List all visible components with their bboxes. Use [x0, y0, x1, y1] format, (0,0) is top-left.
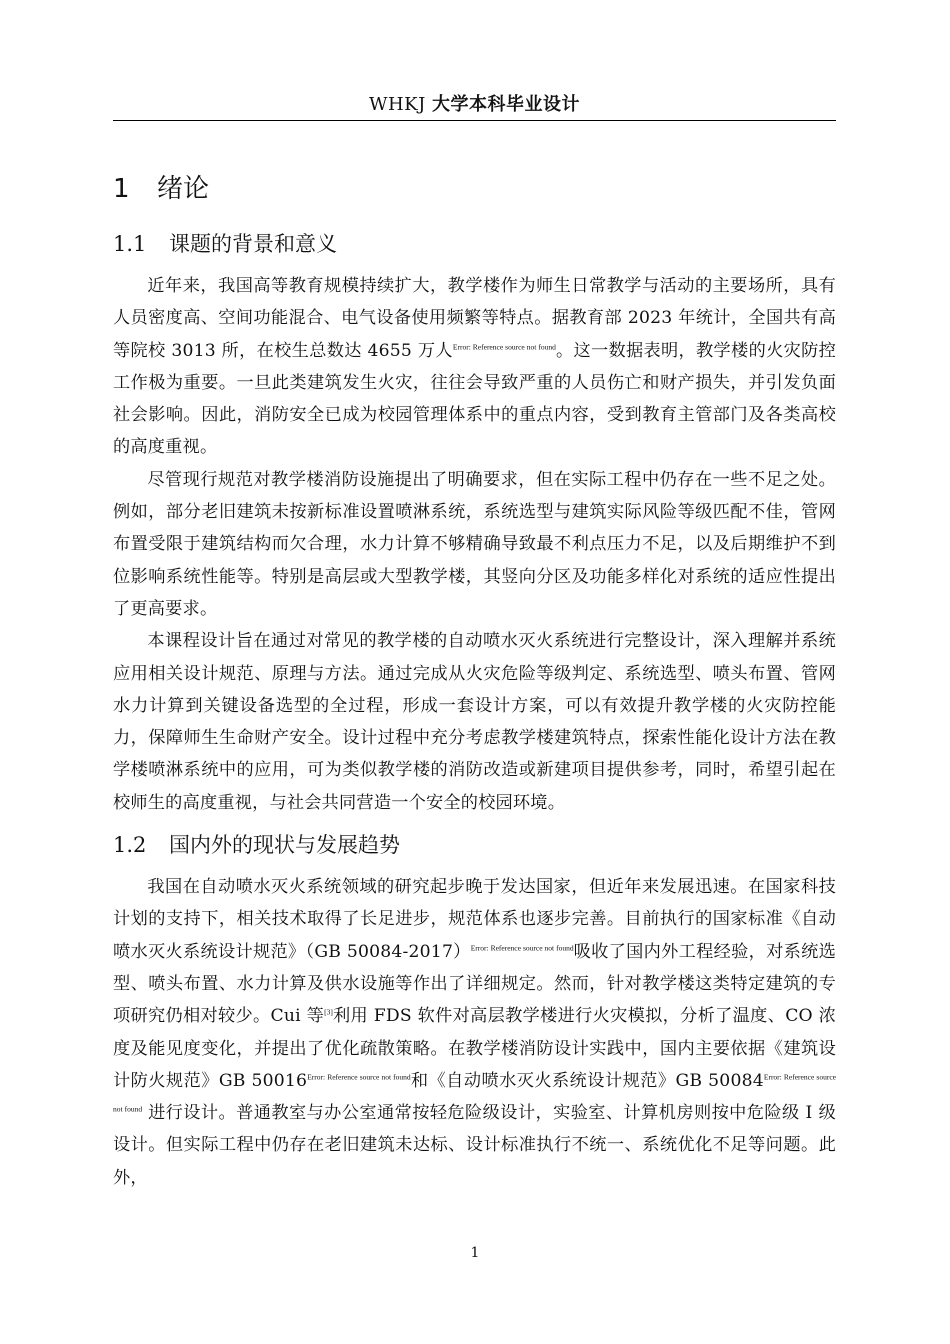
citation-marker: [3] — [324, 1007, 333, 1017]
running-header — [113, 94, 836, 121]
text-run: 近年来，我国高等教育规模持续扩大，教学楼作为师生日常教学与活动的主要场所，具有人员密度高、空间功能混合、电气设备使用频繁等特点。据教育部 2023 年统计，全国共有高等院校 3013 所，在校生总数达 4655 万人 — [113, 276, 836, 361]
section-number: 1.1 — [113, 232, 147, 256]
chapter-title: 绪论 — [157, 174, 210, 204]
body-paragraph — [113, 270, 836, 464]
section-heading-1-1 — [113, 218, 836, 270]
section-title: 课题的背景和意义 — [169, 232, 337, 256]
reference-marker: Error: Reference source not found — [452, 341, 556, 351]
reference-marker: Error: Reference source not found — [470, 942, 574, 952]
text-run: 本课程设计旨在通过对常见的教学楼的自动喷水灭火系统进行完整设计，深入理解并系统应用相关设计规范、原理与方法。通过完成从火灾危险等级判定、系统选型、喷头布置、管网水力计算到关键设备选型的全过程，形成一套设计方案，可以有效提升教学楼的火灾防控能力，保障师生生命财产安全。设计过程中充分考虑教学楼建筑特点，探索性能化设计方法在教学楼喷淋系统中的应用，可为类似教学楼的消防改造或新建项目提供参考，同时，希望引起在校师生的高度重视，与社会共同营造一个安全的校园环境。 — [113, 631, 836, 813]
header-school: WHKJ — [368, 94, 426, 115]
section-number: 1.2 — [113, 833, 147, 858]
text-run: 尽管现行规范对教学楼消防设施提出了明确要求，但在实际工程中仍存在一些不足之处。例如，部分老旧建筑未按新标准设置喷淋系统，系统选型与建筑实际风险等级匹配不佳，管网布置受限于建筑结构而欠合理，水力计算不够精确导致最不利点压力不足，以及后期维护不到位影响系统性能等。特别是高层或大型教学楼，其竖向分区及功能多样化对系统的适应性提出了更高要求。 — [113, 469, 836, 619]
page-number: 1 — [470, 1245, 480, 1261]
body-paragraph — [113, 625, 836, 819]
text-run: 。这一数据表明，教学楼的火灾防控工作极为重要。一旦此类建筑发生火灾，往往会导致严重的人员伤亡和财产损失，并引发负面社会影响。因此，消防安全已成为校园管理体系中的重点内容，受到教育主管部门及各类高校的高度重视。 — [113, 340, 836, 458]
body-paragraph — [113, 871, 836, 1194]
section-heading-1-2 — [113, 819, 836, 871]
chapter-heading — [113, 160, 836, 218]
text-run: 进行设计。普通教室与办公室通常按轻危险级设计，实验室、计算机房则按中危险级 Ⅰ 级设计。但实际工程中仍存在老旧建筑未达标、设计标准执行不统一、系统优化不足等问题。此外， — [113, 1103, 836, 1188]
reference-marker: Error: Reference source not found — [113, 1072, 836, 1114]
chapter-number: 1 — [113, 174, 130, 204]
header-title: 大学本科毕业设计 — [432, 94, 581, 115]
text-run: 吸收了国内外工程经验，对系统选型、喷头布置、水力计算及供水设施等作出了详细规定。然而，针对教学楼这类特定建筑的专项研究仍相对较少。Cui 等 — [113, 941, 836, 1027]
text-run: 和《自动喷水灭火系统设计规范》GB 50084 — [410, 1070, 764, 1091]
text-run: 我国在自动喷水灭火系统领域的研究起步晚于发达国家，但近年来发展迅速。在国家科技计划的支持下，相关技术取得了长足进步，规范体系也逐步完善。目前执行的国家标准《自动喷水灭火系统设计规范》（GB 50084-2017） — [113, 877, 836, 962]
text-run: 利用 FDS 软件对高层教学楼进行火灾模拟，分析了温度、CO 浓度及能见度变化，并提出了优化疏散策略。在教学楼消防设计实践中，国内主要依据《建筑设计防火规范》GB 50016 — [113, 1006, 836, 1091]
body-paragraph — [113, 464, 836, 625]
page-content — [113, 160, 836, 1194]
section-title: 国内外的现状与发展趋势 — [169, 833, 400, 858]
reference-marker: Error: Reference source not found — [307, 1072, 411, 1082]
